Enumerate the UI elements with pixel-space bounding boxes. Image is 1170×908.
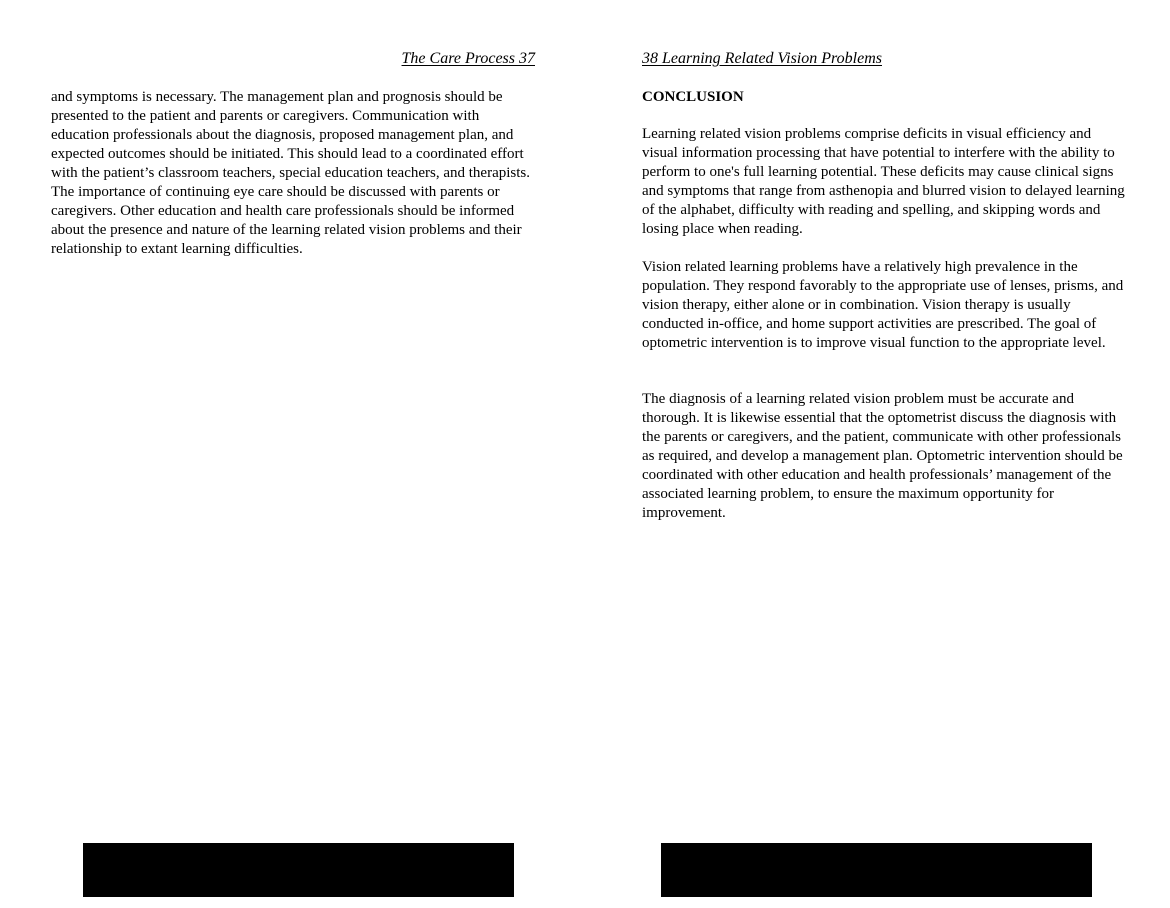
right-redaction-block — [661, 843, 1092, 897]
left-redaction-block — [83, 843, 514, 897]
conclusion-paragraph-2: Vision related learning problems have a relatively high prevalence in the population. They respond favorably to the appropriate use of lenses, prisms, and vision therapy, either alone or in combination. Vision therapy is usually conducted in-office, and home support activities are prescribed. The goal of optometric intervention is to improve visual function to the appropriate level. — [642, 259, 1124, 351]
left-running-head: The Care Process 37 — [401, 50, 535, 67]
right-running-head: 38 Learning Related Vision Problems — [642, 50, 882, 67]
left-body-paragraph: and symptoms is necessary. The management plan and prognosis should be presented to the patient and parents or caregivers. Communication with education professionals about the diagnosis, proposed management plan, and expected outcomes should be initiated. This should lead to a coordinated effort with the patient’s classroom teachers, special education teachers, and therapists. The importance of continuing eye care should be discussed with parents or caregivers. Other education and health care professionals should be informed about the presence and nature of the learning related vision problems and their relationship to extant learning difficulties. — [51, 89, 530, 257]
right-page — [585, 0, 1170, 908]
conclusion-paragraph-3: The diagnosis of a learning related vision problem must be accurate and thorough. It is likewise essential that the optometrist discuss the diagnosis with the parents or caregivers, and the patient, communicate with other professionals as required, and develop a management plan. Optometric intervention should be coordinated with other education and health professionals’ management of the associated learning problem, to ensure the maximum opportunity for improvement. — [642, 391, 1123, 521]
conclusion-paragraph-1: Learning related vision problems comprise deficits in visual efficiency and visual information processing that have potential to interfere with the ability to perform to one's full learning potential. These deficits may cause clinical signs and symptoms that range from asthenopia and blurred vision to delayed learning of the alphabet, difficulty with reading and spelling, and skipping words and losing place when reading. — [642, 126, 1125, 237]
conclusion-heading: CONCLUSION — [642, 89, 744, 105]
